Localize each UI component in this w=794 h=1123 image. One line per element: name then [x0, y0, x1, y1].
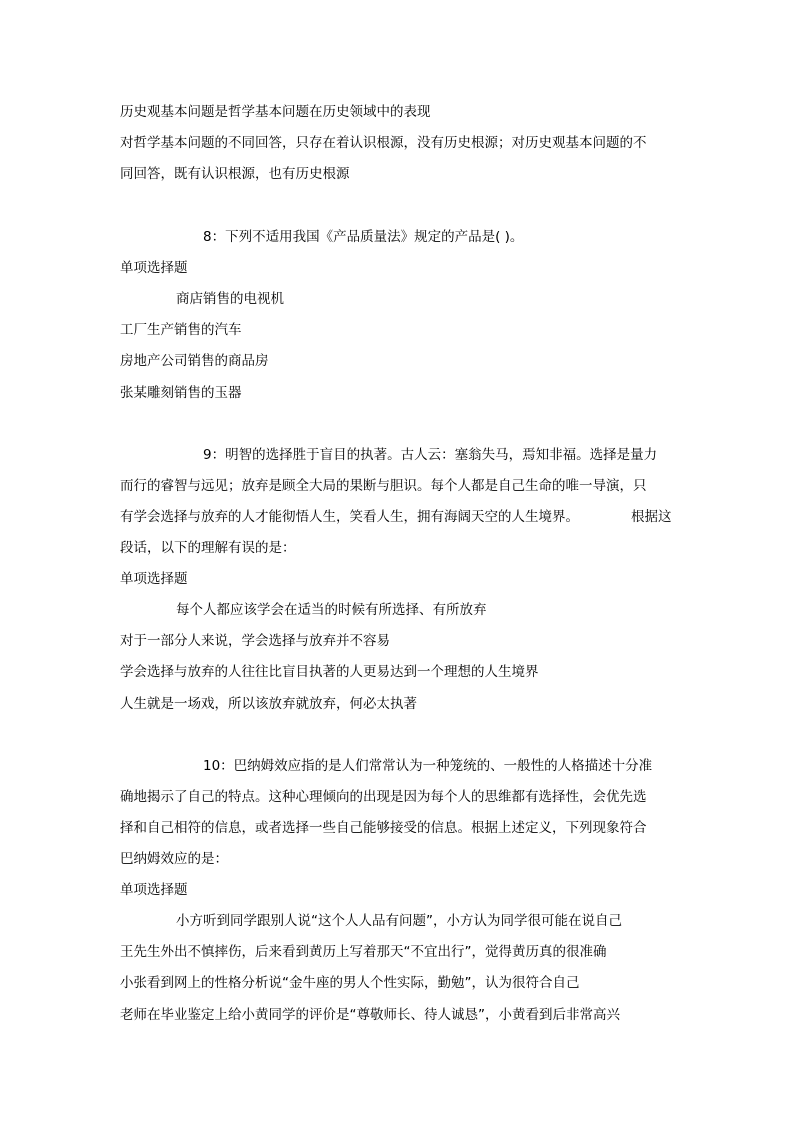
- question-10-option: 小方听到同学跟别人说“这个人人品有问题”，小方认为同学很可能在说自己: [176, 913, 622, 929]
- question-8-option: 张某雕刻销售的玉器: [120, 385, 242, 401]
- question-10-option: 小张看到网上的性格分析说“金牛座的男人个性实际，勤勉”，认为很符合自己: [120, 975, 580, 991]
- question-10-type: 单项选择题: [120, 882, 188, 898]
- intro-line-2: 对哲学基本问题的不同回答，只存在着认识根源，没有历史根源；对历史观基本问题的不: [120, 135, 647, 151]
- question-9-text: 有学会选择与放弃的人才能彻悟人生，笑看人生，拥有海阔天空的人生境界。: [120, 509, 579, 525]
- question-8-text: 8：下列不适用我国《产品质量法》规定的产品是( )。: [203, 229, 524, 245]
- question-9-text: 段话，以下的理解有误的是：: [120, 540, 296, 556]
- question-9-option: 学会选择与放弃的人往往比盲目执著的人更易达到一个理想的人生境界: [120, 664, 539, 680]
- question-8-type: 单项选择题: [120, 260, 188, 276]
- question-10-option: 老师在毕业鉴定上给小黄同学的评价是“尊敬师长、待人诚恳”，小黄看到后非常高兴: [120, 1007, 620, 1023]
- question-10-text: 10：巴纳姆效应指的是人们常常认为一种笼统的、一般性的人格描述十分准: [203, 758, 653, 774]
- question-8-option: 房地产公司销售的商品房: [120, 353, 269, 369]
- question-8-option: 商店销售的电视机: [176, 291, 284, 307]
- question-10-option: 王先生外出不慎摔伤，后来看到黄历上写着那天“不宜出行”，觉得黄历真的很准确: [120, 944, 607, 960]
- intro-line-1: 历史观基本问题是哲学基本问题在历史领域中的表现: [120, 104, 431, 120]
- question-9-option: 人生就是一场戏，所以该放弃就放弃，何必太执著: [120, 696, 417, 712]
- question-8-option: 工厂生产销售的汽车: [120, 322, 242, 338]
- question-9-option: 每个人都应该学会在适当的时候有所选择、有所放弃: [176, 602, 487, 618]
- question-10-text: 巴纳姆效应的是：: [120, 851, 228, 867]
- question-9-text: 而行的睿智与远见；放弃是顾全大局的果断与胆识。每个人都是自己生命的唯一导演，只: [120, 478, 647, 494]
- question-10-text: 择和自己相符的信息，或者选择一些自己能够接受的信息。根据上述定义，下列现象符合: [120, 820, 647, 836]
- question-9-option: 对于一部分人来说，学会选择与放弃并不容易: [120, 633, 390, 649]
- question-9-type: 单项选择题: [120, 571, 188, 587]
- intro-line-3: 同回答，既有认识根源，也有历史根源: [120, 166, 350, 182]
- question-10-text: 确地揭示了自己的特点。这种心理倾向的出现是因为每个人的思维都有选择性，会优先选: [120, 789, 647, 805]
- question-9-text: 根据这: [631, 509, 672, 525]
- question-9-text: 9：明智的选择胜于盲目的执著。古人云：塞翁失马，焉知非福。选择是量力: [203, 447, 658, 463]
